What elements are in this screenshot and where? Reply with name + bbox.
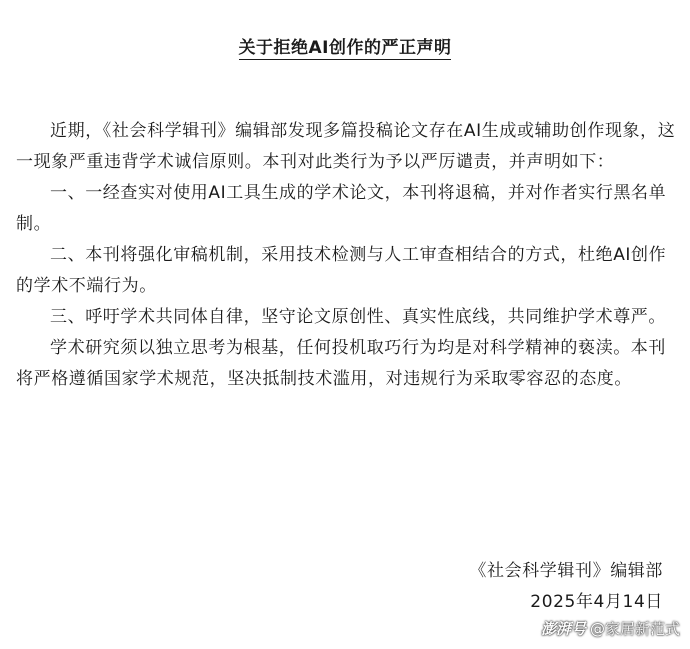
paragraph-item-3: 三、呼吁学术共同体自律，坚守论文原创性、真实性底线，共同维护学术尊严。	[50, 307, 666, 327]
statement-title-text: 关于拒绝AI创作的严正声明	[238, 38, 452, 58]
statement-title	[0, 33, 690, 58]
paragraph-item-1: 一、一经查实对使用AI工具生成的学术论文，本刊将退稿，并对作者实行黑名单制。	[16, 183, 667, 234]
signature-org: 《社会科学辑刊》编辑部	[469, 561, 663, 581]
paragraph-conclusion: 学术研究须以独立思考为根基，任何投机取巧行为均是对科学精神的亵渎。本刊将严格遵循国家学术规范，坚决抵制技术滥用，对违规行为采取零容忍的态度。	[16, 338, 666, 389]
watermark	[541, 618, 680, 639]
paragraph-item-2: 二、本刊将强化审稿机制，采用技术检测与人工审查相结合的方式，杜绝AI创作的学术不端行为。	[16, 245, 667, 296]
signature-date: 2025年4月14日	[530, 592, 663, 612]
statement-body	[16, 116, 676, 395]
signature-block	[469, 556, 663, 618]
watermark-handle: @家居新范式	[589, 620, 680, 638]
paragraph-intro: 近期，《社会科学辑刊》编辑部发现多篇投稿论文存在AI生成或辅助创作现象，这一现象严重违背学术诚信原则。本刊对此类行为予以严厉谴责，并声明如下：	[16, 121, 676, 172]
watermark-logo: 澎湃号	[540, 620, 586, 638]
